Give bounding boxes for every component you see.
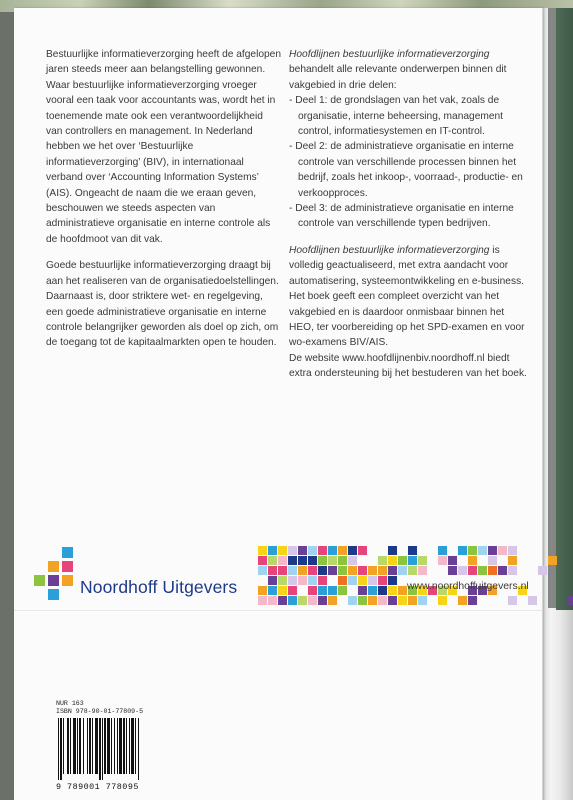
mosaic-square — [398, 566, 407, 575]
mosaic-square — [288, 556, 297, 565]
logo-square — [34, 575, 45, 586]
mosaic-square — [308, 596, 317, 605]
mosaic-square — [258, 556, 267, 565]
mosaic-square — [468, 596, 477, 605]
barcode-bar — [60, 718, 62, 780]
mosaic-square — [368, 596, 377, 605]
intro-paragraph: Bestuurlijke informatieverzorging heeft de afgelopen jaren steeds meer aan belangstelling gewonnen. Waar bestuurlijke informatieverzorging vroeger vooral een taak voor accountants was, wordt het in toenemende mate ook een verantwoordelijkheid van controllers en management. In Nederland hebben we het over ‘Bestuurlijke informatieverzorging’ (BIV), in internationaal verband over ‘Accounting Information Systems’ (AIS). Ongeacht de naam die we eraan geven, beschouwen we steeds aspecten van administratieve organisatie en interne controle als de hoofdmoot van dit vak. — [46, 49, 282, 245]
barcode-bar — [70, 718, 71, 774]
nur-code: NUR 163 — [56, 700, 84, 707]
mosaic-square — [278, 586, 287, 595]
barcode-bar — [131, 718, 134, 774]
mosaic-square — [258, 586, 267, 595]
mosaic-square — [378, 576, 387, 585]
barcode-bar — [119, 718, 122, 774]
mosaic-square — [448, 566, 457, 575]
mosaic-square — [348, 576, 357, 585]
mosaic-square — [438, 556, 447, 565]
mosaic-square — [498, 546, 507, 555]
mosaic-square — [548, 556, 557, 565]
barcode-bar — [138, 718, 139, 780]
mosaic-square — [508, 546, 517, 555]
mosaic-square — [498, 566, 507, 575]
mosaic-square — [358, 576, 367, 585]
mosaic-square — [318, 566, 327, 575]
mosaic-square — [408, 546, 417, 555]
mosaic-square — [338, 576, 347, 585]
barcode-bar — [73, 718, 76, 774]
barcode-bar — [95, 718, 98, 774]
mosaic-square — [398, 556, 407, 565]
mosaic-square — [308, 576, 317, 585]
mosaic-square — [258, 566, 267, 575]
barcode-bar — [117, 718, 118, 774]
barcode-digits: 9 789001 778095 — [56, 782, 139, 792]
mosaic-square — [268, 546, 277, 555]
mosaic-square — [298, 556, 307, 565]
mosaic-square — [398, 596, 407, 605]
barcode-bar — [123, 718, 125, 774]
mosaic-square — [418, 566, 427, 575]
mosaic-square — [508, 566, 517, 575]
publisher-url: www.noordhoffuitgevers.nl — [407, 581, 529, 592]
mosaic-square — [388, 586, 397, 595]
mosaic-square — [378, 566, 387, 575]
mosaic-square — [378, 586, 387, 595]
isbn-code: ISBN 978-90-01-77809-5 — [56, 708, 144, 715]
mosaic-square — [358, 596, 367, 605]
mosaic-square — [288, 586, 297, 595]
mosaic-square — [288, 576, 297, 585]
mosaic-square — [538, 566, 547, 575]
mosaic-square — [278, 546, 287, 555]
mosaic-square — [438, 546, 447, 555]
mosaic-square — [378, 596, 387, 605]
mosaic-square — [458, 546, 467, 555]
mosaic-square — [508, 556, 517, 565]
mosaic-square — [458, 566, 467, 575]
mosaic-square — [438, 596, 447, 605]
mosaic-square — [328, 556, 337, 565]
mosaic-square — [408, 556, 417, 565]
mosaic-square — [328, 586, 337, 595]
mosaic-square — [318, 596, 327, 605]
barcode-bar — [79, 718, 81, 774]
mosaic-square — [348, 556, 357, 565]
mosaic-square — [388, 576, 397, 585]
mosaic-square — [388, 556, 397, 565]
mosaic-square — [338, 546, 347, 555]
website-paragraph: De website www.hoofdlijnenbiv.noordhoff.nl biedt extra ondersteuning bij het bestuderen van het boek. — [289, 352, 527, 380]
mosaic-square — [338, 556, 347, 565]
mosaic-square — [318, 586, 327, 595]
mosaic-square — [368, 576, 377, 585]
mosaic-square — [328, 566, 337, 575]
mosaic-square — [488, 566, 497, 575]
mosaic-square — [268, 576, 277, 585]
logo-square — [48, 575, 59, 586]
mosaic-square — [388, 546, 397, 555]
mosaic-square — [278, 596, 287, 605]
mosaic-square — [318, 556, 327, 565]
mosaic-square — [358, 566, 367, 575]
barcode-bar — [89, 718, 91, 774]
mosaic-square — [308, 556, 317, 565]
mosaic-square — [308, 586, 317, 595]
mosaic-square — [408, 596, 417, 605]
mosaic-square — [488, 546, 497, 555]
part-1: - Deel 1: de grondslagen van het vak, zoals de organisatie, interne beheersing, management control, informatiesystemen en IT-control. — [289, 95, 504, 138]
mosaic-square — [298, 546, 307, 555]
mosaic-square — [268, 596, 277, 605]
part-2: - Deel 2: de administratieve organisatie en interne controle van verschillende processen binnen het bedrijf, zoals het inkoop-, voorraad-, productie- en verkoopproces. — [289, 141, 523, 199]
logo-square — [62, 575, 73, 586]
barcode-bar — [107, 718, 110, 774]
barcode-bar — [63, 718, 64, 774]
barcode-bar — [126, 718, 127, 774]
mosaic-square — [288, 596, 297, 605]
mosaic-square — [468, 546, 477, 555]
mosaic-square — [348, 546, 357, 555]
mosaic-square — [348, 566, 357, 575]
barcode-bar — [129, 718, 130, 774]
mosaic-square — [338, 586, 347, 595]
barcode-bar — [92, 718, 93, 774]
mosaic-square — [268, 556, 277, 565]
barcode-block — [56, 700, 152, 792]
mosaic-square — [278, 556, 287, 565]
mosaic-square — [318, 576, 327, 585]
mosaic-square — [568, 596, 573, 605]
mosaic-square — [338, 566, 347, 575]
barcode-bar — [111, 718, 112, 774]
logo-square — [48, 561, 59, 572]
mosaic-square — [298, 566, 307, 575]
mosaic-square — [368, 586, 377, 595]
mosaic-square — [418, 596, 427, 605]
mosaic-square — [388, 566, 397, 575]
mosaic-square — [298, 596, 307, 605]
mosaic-square — [378, 556, 387, 565]
barcode-bar — [83, 718, 84, 774]
barcode-bar — [67, 718, 69, 774]
book-title-italic-2: Hoofdlijnen bestuurlijke informatieverzorging — [289, 244, 490, 256]
mosaic-square — [258, 596, 267, 605]
barcode-bar — [58, 718, 59, 780]
mosaic-square — [488, 556, 497, 565]
barcode-bar — [104, 718, 106, 774]
mosaic-square — [328, 596, 337, 605]
mosaic-square — [478, 546, 487, 555]
mosaic-square — [448, 556, 457, 565]
mosaic-square — [418, 556, 427, 565]
publisher-name: Noordhoff Uitgevers — [80, 577, 238, 597]
mosaic-square — [268, 566, 277, 575]
mosaic-square — [368, 566, 377, 575]
mosaic-square — [468, 566, 477, 575]
mosaic-square — [278, 576, 287, 585]
mosaic-square — [268, 586, 277, 595]
mosaic-square — [298, 576, 307, 585]
barcode-bar — [102, 718, 103, 780]
contents-intro-text: behandelt alle relevante onderwerpen binnen dit vakgebied in drie delen: — [289, 64, 507, 91]
logo-square — [62, 561, 73, 572]
mosaic-square — [388, 596, 397, 605]
cover-divider — [14, 610, 542, 611]
mosaic-square — [508, 596, 517, 605]
mosaic-square — [358, 546, 367, 555]
mosaic-square — [458, 596, 467, 605]
mosaic-square — [408, 566, 417, 575]
barcode-bar — [114, 718, 115, 774]
mosaic-square — [308, 546, 317, 555]
barcode-bar — [87, 718, 88, 774]
barcode-bar — [99, 718, 101, 780]
mosaic-square — [278, 566, 287, 575]
mosaic-square — [258, 546, 267, 555]
mosaic-square — [348, 596, 357, 605]
barcode-bar — [135, 718, 136, 774]
logo-square — [62, 547, 73, 558]
mosaic-square — [328, 546, 337, 555]
book-title-italic: Hoofdlijnen bestuurlijke informatieverzorging — [289, 49, 490, 60]
mosaic-square — [288, 566, 297, 575]
update-text: is volledig geactualiseerd, met extra aandacht voor automatisering, systeemontwikkeling en e-business. Het boek geeft een compleet overzicht van het vakgebied en is daardoor onmisbaar binnen het HEO, ter voorbereiding op het SPD-examen en voor wo-examens BIV/AIS. — [289, 244, 525, 349]
part-3: - Deel 3: de administratieve organisatie en interne controle van verschillende typen bedrijven. — [289, 203, 514, 230]
mosaic-square — [528, 596, 537, 605]
barcode-bar — [77, 718, 78, 774]
mosaic-square — [478, 566, 487, 575]
mosaic-square — [398, 586, 407, 595]
mosaic-square — [308, 566, 317, 575]
second-paragraph: Goede bestuurlijke informatieverzorging draagt bij aan het realiseren van de organisatiedoelstellingen. Daarnaast is, door striktere wet- en regelgeving, een goede administratieve organisatie en interne controle belangrijker geworden als doel op zich, om de toegang tot de kapitaalmarkten open te houden. — [46, 260, 279, 349]
mosaic-square — [358, 586, 367, 595]
mosaic-square — [288, 546, 297, 555]
mosaic-square — [468, 556, 477, 565]
logo-square — [48, 589, 59, 600]
barcode-bars — [56, 718, 152, 780]
mosaic-square — [318, 546, 327, 555]
